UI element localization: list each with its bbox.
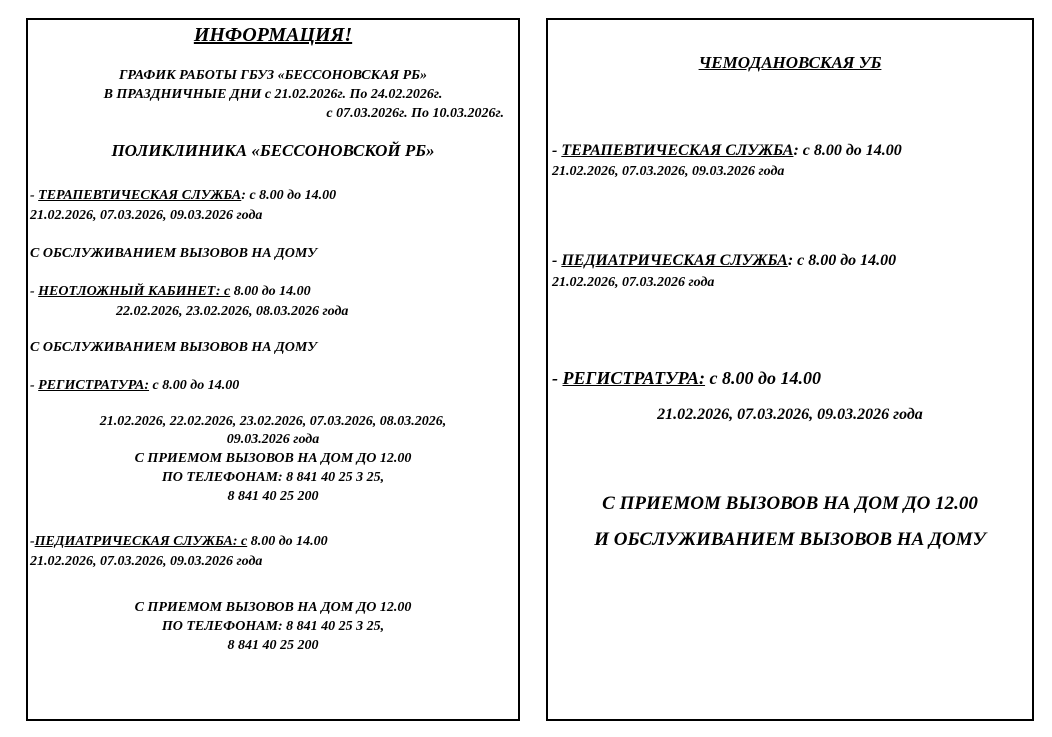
registry-prefix: -: [30, 378, 39, 393]
pediatric-hours: 8.00 до 14.00: [247, 534, 328, 549]
right-registry-prefix: -: [552, 368, 563, 388]
therapy-hours: : с 8.00 до 14.00: [241, 188, 337, 203]
registry-calls-2: ПО ТЕЛЕФОНАМ: 8 841 40 25 3 25,: [161, 470, 385, 485]
pediatric-calls-3: 8 841 40 25 200: [227, 638, 319, 653]
therapy-prefix: -: [30, 188, 39, 203]
pediatric-dates: 21.02.2026, 07.03.2026, 09.03.2026 года: [30, 554, 263, 569]
registry-line: [30, 378, 239, 393]
right-registry-line: [552, 369, 821, 389]
info-title: ИНФОРМАЦИЯ!: [193, 24, 353, 46]
right-info-panel: [546, 18, 1034, 721]
registry-dates-2: 09.03.2026 года: [226, 432, 320, 447]
right-therapy-line: [552, 142, 902, 160]
right-title: ЧЕМОДАНОВСКАЯ УБ: [698, 53, 882, 72]
registry-label: РЕГИСТРАТУРА:: [38, 378, 150, 393]
clinic-heading: ПОЛИКЛИНИКА «БЕССОНОВСКОЙ РБ»: [111, 141, 435, 160]
right-footer-2: И ОБСЛУЖИВАНИЕМ ВЫЗОВОВ НА ДОМУ: [594, 529, 986, 550]
schedule-line-3: с 07.03.2026г. По 10.03.2026г.: [326, 106, 504, 121]
right-therapy-prefix: -: [552, 142, 562, 159]
right-pediatric-label: ПЕДИАТРИЧЕСКАЯ СЛУЖБА: [561, 252, 788, 269]
registry-dates-1: 21.02.2026, 22.02.2026, 23.02.2026, 07.03.2026, 08.03.2026,: [99, 414, 447, 429]
registry-hours: с 8.00 до 14.00: [149, 378, 240, 393]
right-registry-hours: с 8.00 до 14.00: [705, 368, 821, 388]
right-registry-label: РЕГИСТРАТУРА:: [562, 368, 706, 388]
urgent-prefix: -: [30, 284, 39, 299]
pediatric-prefix: -: [30, 534, 35, 549]
home-calls-note-1: С ОБСЛУЖИВАНИЕМ ВЫЗОВОВ НА ДОМУ: [30, 246, 318, 261]
pediatric-label: ПЕДИАТРИЧЕСКАЯ СЛУЖБА: с: [34, 534, 248, 549]
right-footer-1: С ПРИЕМОМ ВЫЗОВОВ НА ДОМ ДО 12.00: [602, 493, 978, 514]
home-calls-note-2: С ОБСЛУЖИВАНИЕМ ВЫЗОВОВ НА ДОМУ: [30, 340, 318, 355]
right-pediatric-line: [552, 252, 896, 270]
urgent-hours: 8.00 до 14.00: [230, 284, 311, 299]
therapy-dates: 21.02.2026, 07.03.2026, 09.03.2026 года: [30, 208, 263, 223]
registry-calls-3: 8 841 40 25 200: [227, 489, 319, 504]
registry-calls-1: С ПРИЕМОМ ВЫЗОВОВ НА ДОМ ДО 12.00: [134, 451, 412, 466]
right-therapy-hours: : с 8.00 до 14.00: [793, 142, 902, 159]
right-therapy-label: ТЕРАПЕВТИЧЕСКАЯ СЛУЖБА: [561, 142, 794, 159]
pediatric-calls-2: ПО ТЕЛЕФОНАМ: 8 841 40 25 3 25,: [161, 619, 385, 634]
urgent-cabinet-line: [30, 284, 311, 299]
right-registry-dates: 21.02.2026, 07.03.2026, 09.03.2026 года: [657, 406, 923, 423]
left-info-panel: [26, 18, 520, 721]
urgent-dates: 22.02.2026, 23.02.2026, 08.03.2026 года: [116, 304, 349, 319]
pediatric-service-line: [30, 534, 328, 549]
urgent-label: НЕОТЛОЖНЫЙ КАБИНЕТ: с: [38, 284, 231, 299]
right-therapy-dates: 21.02.2026, 07.03.2026, 09.03.2026 года: [552, 164, 785, 179]
schedule-line-1: ГРАФИК РАБОТЫ ГБУЗ «БЕССОНОВСКАЯ РБ»: [118, 68, 428, 83]
right-pediatric-prefix: -: [552, 252, 562, 269]
right-pediatric-hours: : с 8.00 до 14.00: [787, 252, 897, 269]
therapy-label: ТЕРАПЕВТИЧЕСКАЯ СЛУЖБА: [38, 188, 242, 203]
schedule-line-2: В ПРАЗДНИЧНЫЕ ДНИ с 21.02.2026г. По 24.02.2026г.: [103, 87, 443, 102]
therapy-service-line: [30, 188, 336, 203]
right-pediatric-dates: 21.02.2026, 07.03.2026 года: [552, 275, 715, 290]
pediatric-calls-1: С ПРИЕМОМ ВЫЗОВОВ НА ДОМ ДО 12.00: [134, 600, 412, 615]
